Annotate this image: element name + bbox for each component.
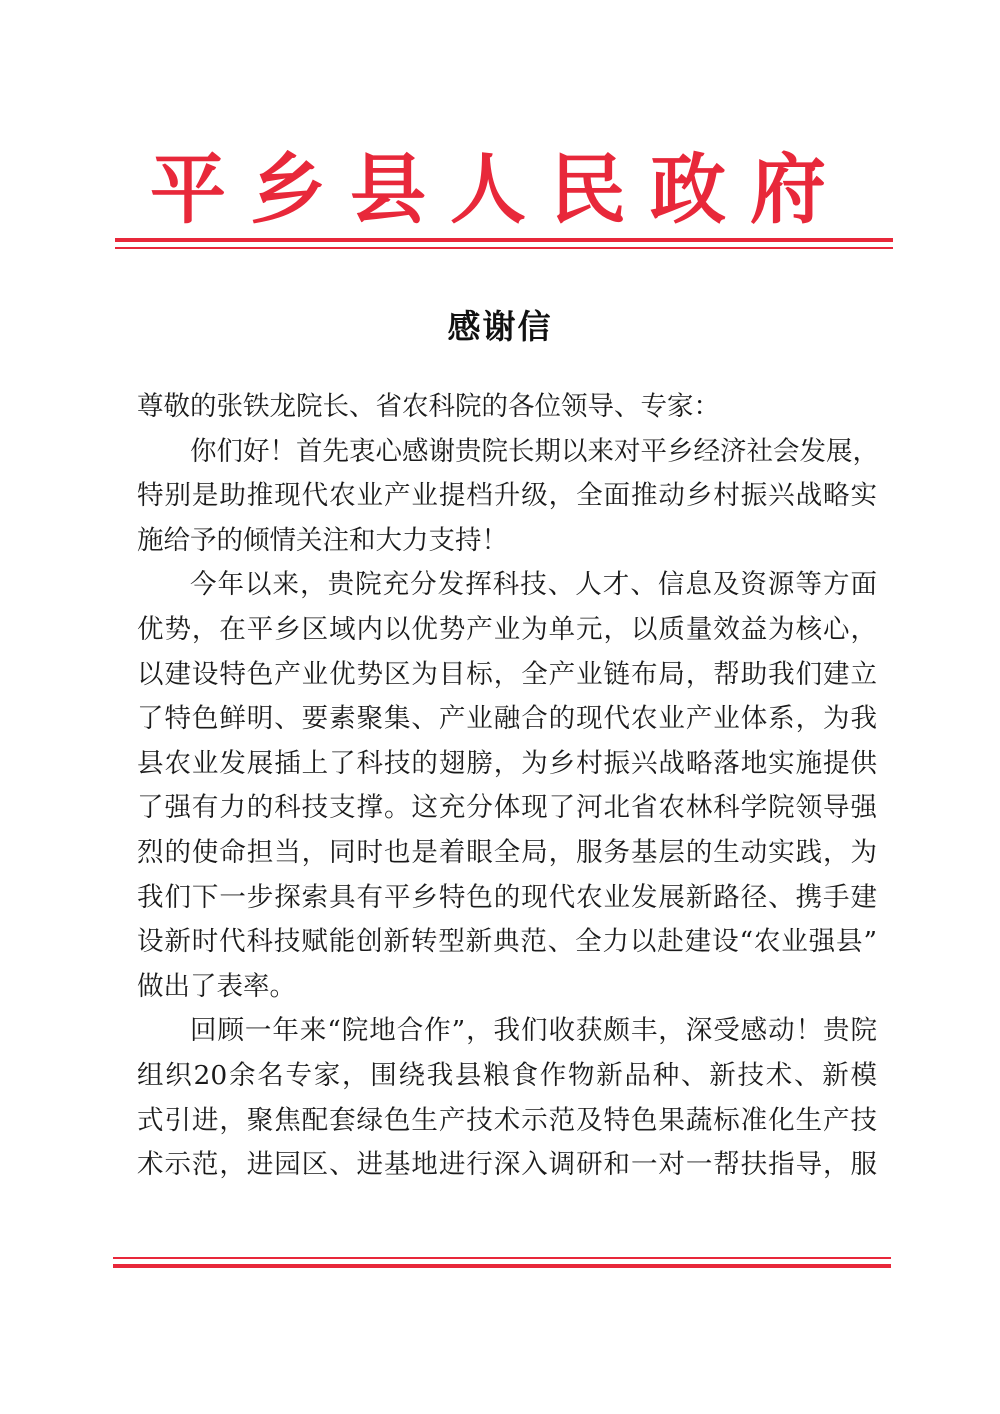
document-title: 感谢信 <box>447 307 553 346</box>
paragraph-line: 我们下一步探索具有平乡特色的现代农业发展新路径、携手建 <box>137 881 877 913</box>
footer-rule-thin <box>113 1257 891 1259</box>
salutation: 尊敬的张铁龙院长、省农科院的各位领导、专家： <box>137 391 720 422</box>
paragraph-line: 了强有力的科技支撑。这充分体现了河北省农林科学院领导强 <box>137 792 877 824</box>
paragraph-line: 设新时代科技赋能创新转型新典范、全力以赴建设“农业强县” <box>137 926 877 958</box>
paragraph-line: 组织20余名专家，围绕我县粮食作物新品种、新技术、新模 <box>137 1059 877 1091</box>
paragraph-line: 式引进，聚焦配套绿色生产技术示范及特色果蔬标准化生产技 <box>137 1104 877 1136</box>
letterhead-rule-thin <box>115 247 893 249</box>
paragraph-3 <box>137 1009 877 1187</box>
letterhead-rule-thick <box>115 238 893 242</box>
paragraph-line: 回顾一年来“院地合作”，我们收获颇丰，深受感动！贵院 <box>190 1015 877 1047</box>
footer-rule-thick <box>113 1264 891 1268</box>
paragraph-line: 县农业发展插上了科技的翅膀，为乡村振兴战略落地实施提供 <box>137 747 877 779</box>
paragraph-line: 优势，在平乡区域内以优势产业为单元，以质量效益为核心， <box>137 613 877 645</box>
paragraph-line: 施给予的倾情关注和大力支持！ <box>137 524 508 556</box>
paragraph-line: 做出了表率。 <box>137 970 296 1002</box>
paragraph-line: 今年以来，贵院充分发挥科技、人才、信息及资源等方面 <box>190 569 877 601</box>
paragraph-line: 以建设特色产业优势区为目标，全产业链布局，帮助我们建立 <box>137 658 877 690</box>
paragraph-2 <box>137 563 877 1009</box>
letterhead-issuer: 平乡县人民政府 <box>150 145 850 234</box>
paragraph-line: 特别是助推现代农业产业提档升级，全面推动乡村振兴战略实 <box>137 480 877 512</box>
paragraph-line: 术示范，进园区、进基地进行深入调研和一对一帮扶指导，服 <box>137 1149 877 1181</box>
paragraph-line: 了特色鲜明、要素聚集、产业融合的现代农业产业体系，为我 <box>137 703 877 735</box>
letter-body <box>137 385 877 1188</box>
paragraph-line: 烈的使命担当，同时也是着眼全局，服务基层的生动实践，为 <box>137 836 877 868</box>
paragraph-line: 你们好！首先衷心感谢贵院长期以来对平乡经济社会发展， <box>190 435 879 467</box>
paragraph-1 <box>137 430 877 564</box>
